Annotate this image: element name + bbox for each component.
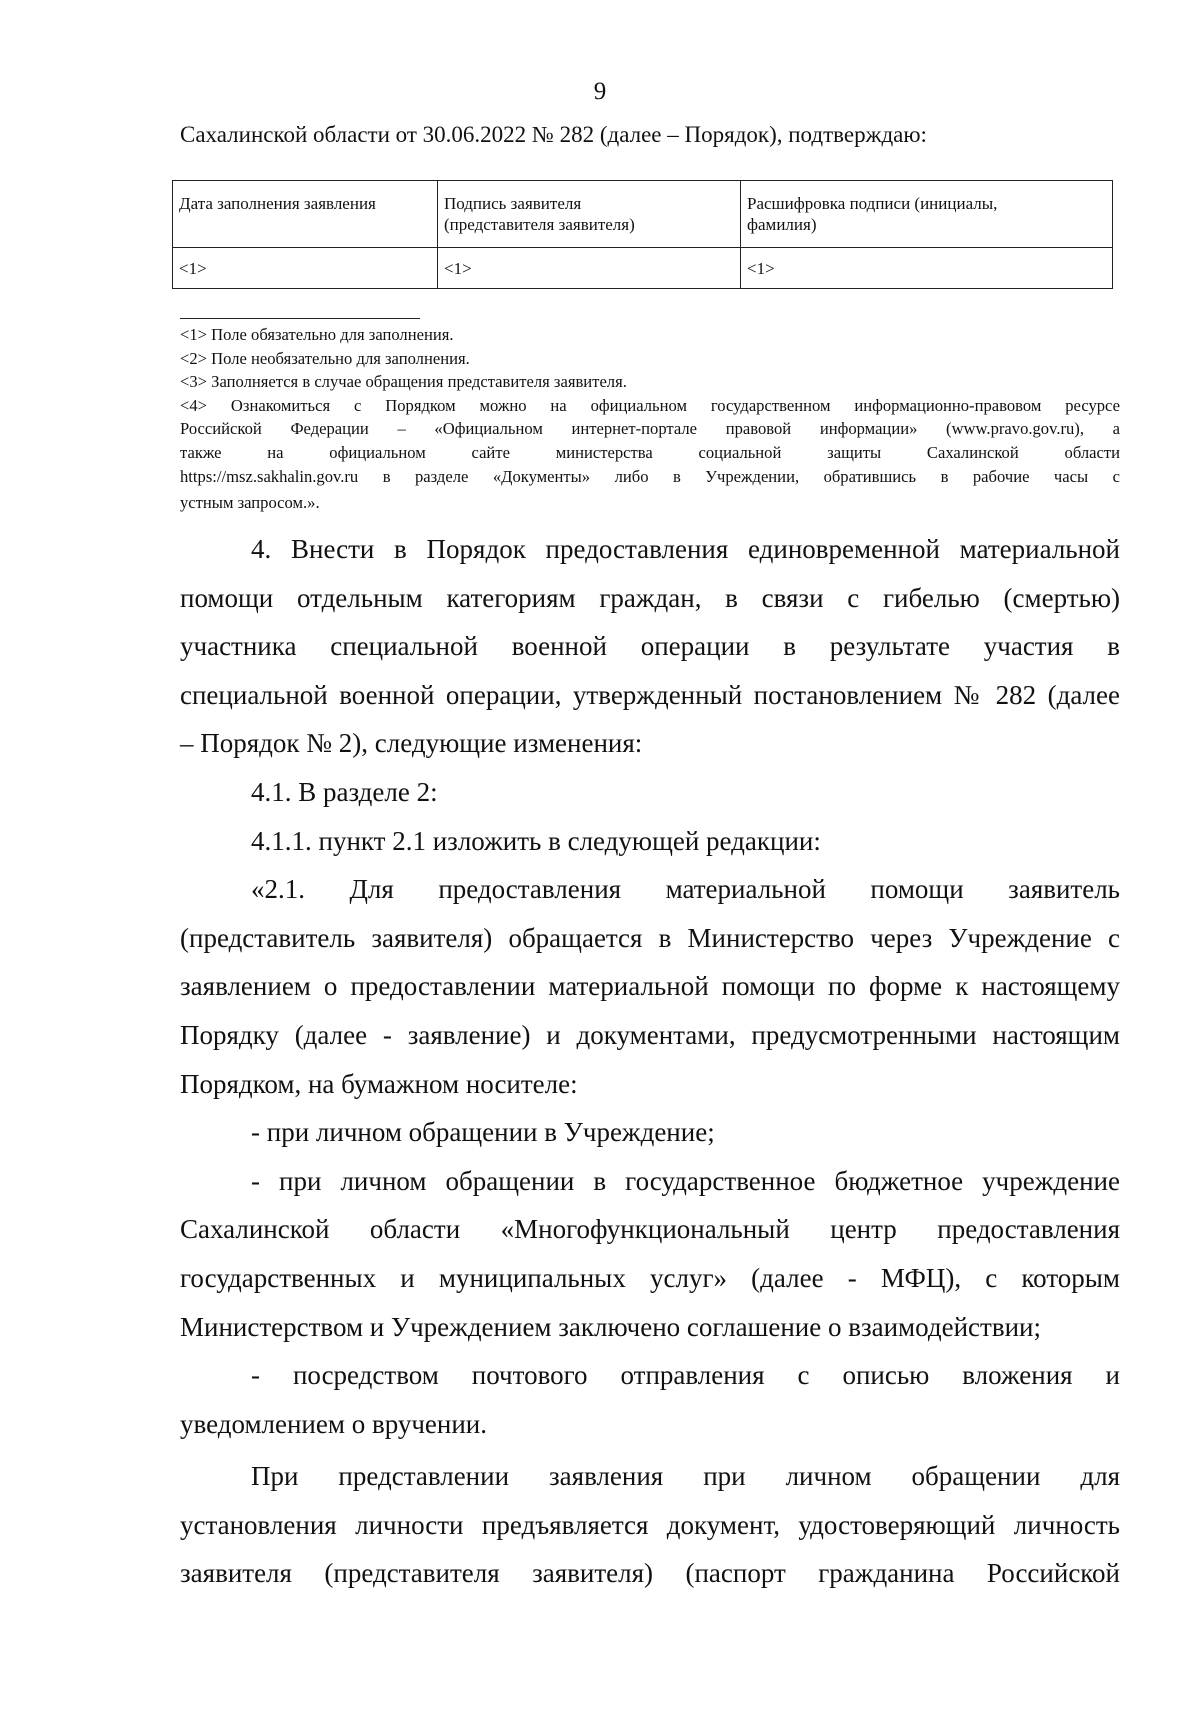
paragraph-line: Порядком, на бумажном носителе: xyxy=(180,1068,578,1099)
paragraph-line: заявителя (представителя заявителя) (паспорт гражданина Российской xyxy=(180,1558,1120,1589)
footnote-line: устным запросом.». xyxy=(180,493,320,513)
body-text xyxy=(180,525,1120,1598)
paragraph-line: 4.1. В разделе 2: xyxy=(251,776,438,807)
paragraph-line: специальной военной операции, утвержденный постановлением № 282 (далее xyxy=(180,679,1120,710)
header-text: Дата заполнения заявления xyxy=(179,194,376,213)
header-text: (представителя заявителя) xyxy=(444,215,635,234)
table-header-row xyxy=(173,181,1113,248)
paragraph-line: – Порядок № 2), следующие изменения: xyxy=(180,728,643,759)
paragraph-line: - при личном обращении в государственное бюджетное учреждение xyxy=(251,1165,1120,1196)
paragraph-line: (представитель заявителя) обращается в Министерство через Учреждение с xyxy=(180,922,1120,953)
footnote-line: <3> Заполняется в случае обращения представителя заявителя. xyxy=(180,372,627,392)
paragraph-line: государственных и муниципальных услуг» (далее - МФЦ), с которым xyxy=(180,1262,1120,1293)
footnote-line: <1> Поле обязательно для заполнения. xyxy=(180,325,454,344)
header-cell-decoding xyxy=(741,181,1113,248)
footnote-line: <2> Поле необязательно для заполнения. xyxy=(180,348,470,368)
header-cell-signature xyxy=(438,181,741,248)
paragraph-line: 4.1.1. пункт 2.1 изложить в следующей редакции: xyxy=(251,825,821,856)
footnote-line: https://msz.sakhalin.gov.ru в разделе «Документы» либо в Учреждении, обратившись в рабочие часы с xyxy=(180,466,1120,486)
header-text: Подпись заявителя xyxy=(444,194,582,213)
paragraph-line: - посредством почтового отправления с описью вложения и xyxy=(251,1360,1120,1391)
table-cell: <1> xyxy=(438,248,741,289)
table-cell: <1> xyxy=(173,248,438,289)
paragraph-line: «2.1. Для предоставления материальной помощи заявитель xyxy=(251,874,1120,905)
paragraph-line: уведомлением о вручении. xyxy=(180,1408,488,1439)
paragraph-line: - при личном обращении в Учреждение; xyxy=(251,1117,715,1148)
header-text: Расшифровка подписи (инициалы, xyxy=(747,194,998,213)
header-text: фамилия) xyxy=(747,215,817,234)
paragraph-line: установления личности предъявляется документ, удостоверяющий личность xyxy=(180,1509,1120,1540)
paragraph-line: помощи отдельным категориям граждан, в связи с гибелью (смертью) xyxy=(180,582,1120,613)
intro-line: Сахалинской области от 30.06.2022 № 282 (далее – Порядок), подтверждаю: xyxy=(180,122,927,147)
paragraph-line: Министерством и Учреждением заключено соглашение о взаимодействии; xyxy=(180,1311,1041,1342)
paragraph-line: участника специальной военной операции в результате участия в xyxy=(180,631,1120,662)
header-cell-date xyxy=(173,181,438,248)
footnote-line: Российской Федерации – «Официальном интернет-портале правовой информации» (www.pravo.gov.ru), а xyxy=(180,419,1120,439)
table-row xyxy=(173,248,1113,289)
footnote-line: <4> Ознакомиться с Порядком можно на официальном государственном информационно-правовом ресурсе xyxy=(180,395,1120,415)
paragraph-line: 4. Внести в Порядок предоставления единовременной материальной xyxy=(251,534,1120,564)
paragraph-line: Сахалинской области «Многофункциональный центр предоставления xyxy=(180,1214,1120,1245)
paragraph-line: Порядку (далее - заявление) и документами, предусмотренными настоящим xyxy=(180,1019,1120,1050)
footnote-line: также на официальном сайте министерства социальной защиты Сахалинской области xyxy=(180,442,1120,462)
signature-table xyxy=(172,180,1113,289)
table-cell: <1> xyxy=(741,248,1113,289)
footnotes xyxy=(180,323,1120,515)
footnote-divider xyxy=(180,318,420,319)
page-number: 9 xyxy=(593,78,607,105)
paragraph-line: заявлением о предоставлении материальной помощи по форме к настоящему xyxy=(180,971,1120,1002)
paragraph-line: При представлении заявления при личном обращении для xyxy=(251,1461,1120,1492)
